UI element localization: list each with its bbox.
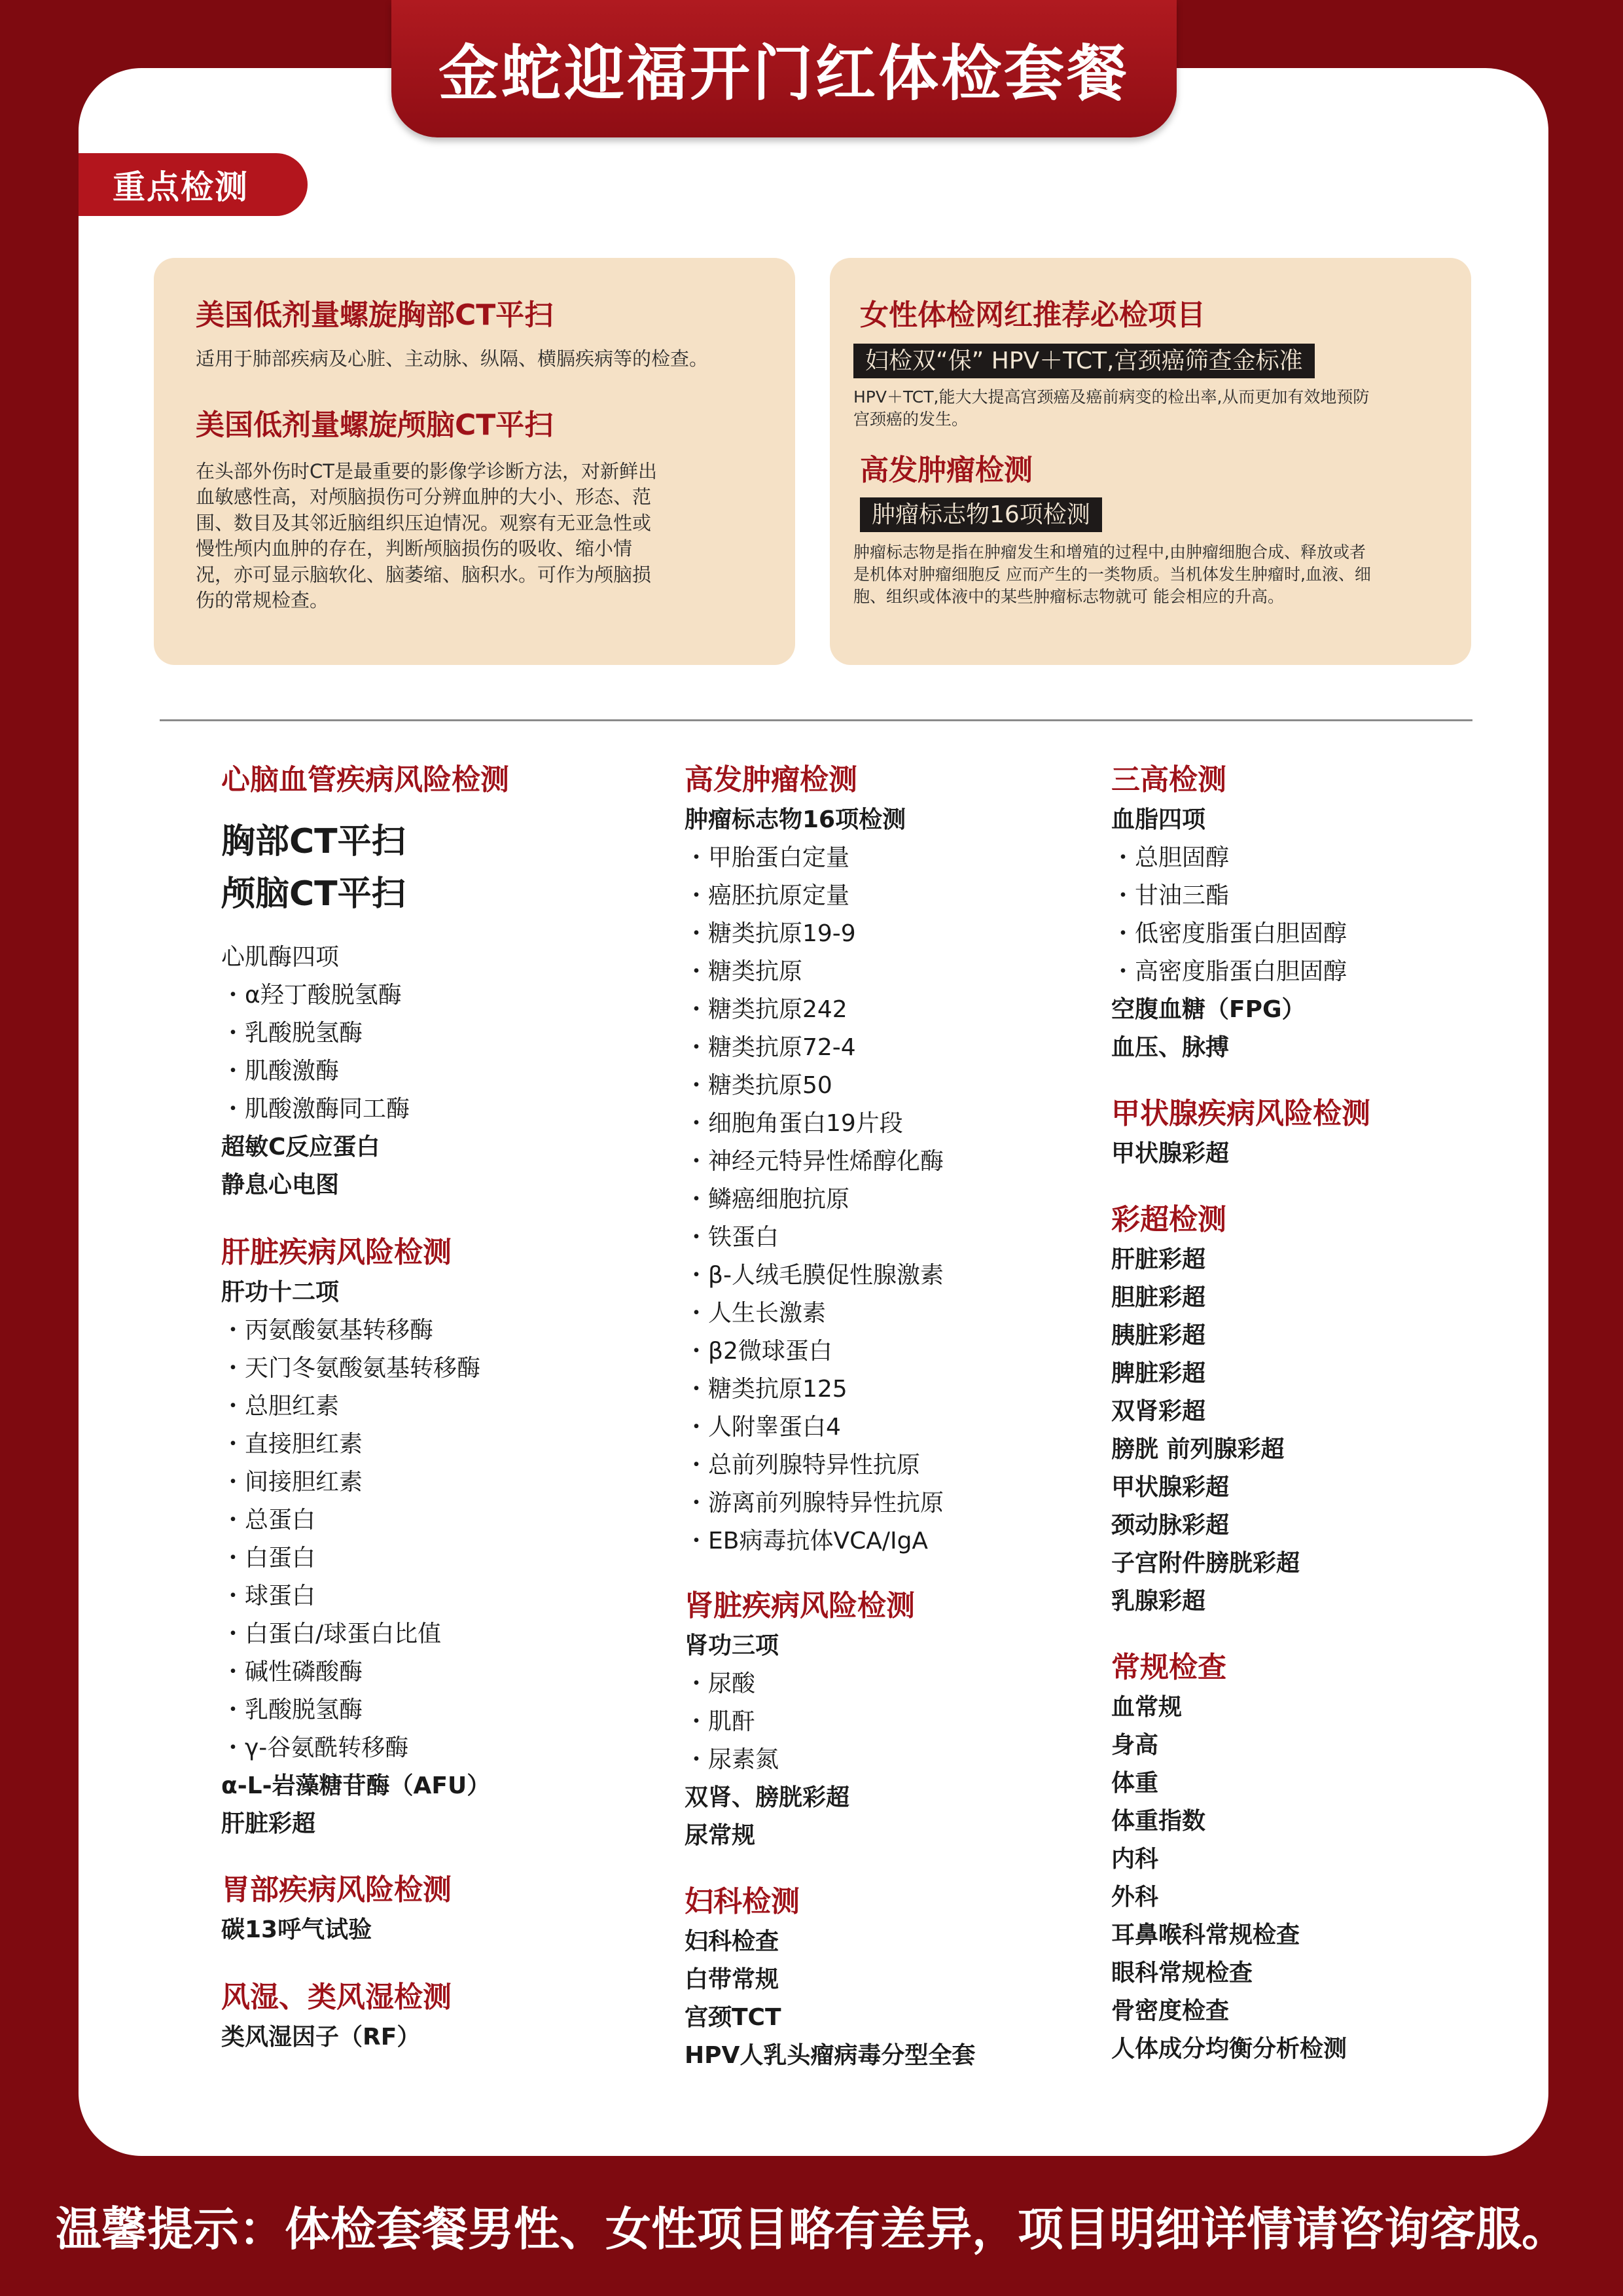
column-left <box>221 759 509 2056</box>
list-item: ・糖类抗原19-9 <box>685 920 856 947</box>
list-item: ・糖类抗原50 <box>685 1072 832 1099</box>
list-item: ・铁蛋白 <box>685 1224 779 1251</box>
list-item: ・鳞癌细胞抗原 <box>685 1186 850 1213</box>
list-item: HPV人乳头瘤病毒分型全套 <box>685 2042 976 2069</box>
list-item: ・碱性磷酸酶 <box>221 1659 363 1685</box>
list-item: ・甲胎蛋白定量 <box>685 844 850 871</box>
list-item: α-L-岩藻糖苷酶（AFU） <box>221 1772 491 1799</box>
list-item: 胰脏彩超 <box>1111 1322 1206 1349</box>
list-item: ・α羟丁酸脱氢酶 <box>221 982 402 1009</box>
list-item: 血压、脉搏 <box>1111 1034 1230 1061</box>
list-item: 超敏C反应蛋白 <box>221 1134 380 1160</box>
women-title: 女性体检网红推荐必检项目 <box>860 298 1205 332</box>
section-title-liver: 肝脏疾病风险检测 <box>221 1236 452 1269</box>
women-chip: 妇检双“保” HPV＋TCT,宫颈癌筛查金标准 <box>853 344 1315 378</box>
list-item: ・高密度脂蛋白胆固醇 <box>1111 958 1347 985</box>
list-item: 肝脏彩超 <box>221 1810 316 1837</box>
tumor-desc-line: 胞、组织或体液中的某些肿瘤标志物就可 能会相应的升高。 <box>853 586 1284 606</box>
list-item: ・总胆固醇 <box>1111 844 1230 871</box>
list-item: ・肌酸激酶 <box>221 1058 340 1085</box>
list-item: ・间接胆红素 <box>221 1469 363 1496</box>
list-item: 空腹血糖（FPG） <box>1111 996 1306 1023</box>
list-item: 双肾彩超 <box>1111 1398 1206 1425</box>
ct-item: 胸部CT平扫 <box>221 822 406 861</box>
women-desc-line: HPV＋TCT,能大大提高宫颈癌及癌前病变的检出率,从而更加有效地预防 <box>853 387 1370 406</box>
ct-chest-desc: 适用于肺部疾病及心脏、主动脉、纵隔、横膈疾病等的检查。 <box>196 347 709 370</box>
list-item: 甲状腺彩超 <box>1111 1140 1230 1167</box>
list-item: ・白蛋白 <box>221 1545 316 1571</box>
list-item: 子宫附件膀胱彩超 <box>1111 1550 1300 1577</box>
list-item: 脾脏彩超 <box>1111 1360 1206 1387</box>
list-item: ・肌酸激酶同工酶 <box>221 1096 410 1122</box>
list-item: 人体成分均衡分析检测 <box>1111 2036 1347 2062</box>
list-item: 内科 <box>1111 1846 1159 1873</box>
list-item: ・人附睾蛋白4 <box>685 1414 841 1441</box>
section-title-kidney: 肾脏疾病风险检测 <box>685 1589 915 1623</box>
list-item: 双肾、膀胱彩超 <box>685 1784 850 1811</box>
list-item: 耳鼻喉科常规检查 <box>1111 1922 1300 1948</box>
list-item: 静息心电图 <box>221 1172 340 1198</box>
recommend-box <box>830 258 1471 665</box>
list-item: ・EB病毒抗体VCA/IgA <box>685 1528 929 1554</box>
section-title-three-high: 三高检测 <box>1111 763 1226 797</box>
ct-brain-desc-line: 慢性颅内血肿的存在，判断颅脑损伤的吸收、缩小情 <box>196 537 633 560</box>
list-item: 身高 <box>1111 1732 1159 1759</box>
list-item: 外科 <box>1111 1884 1159 1910</box>
list-item: ・乳酸脱氢酶 <box>221 1020 363 1047</box>
list-item: 甲状腺彩超 <box>1111 1474 1230 1501</box>
list-item: 颈动脉彩超 <box>1111 1512 1230 1539</box>
list-item: ・糖类抗原 <box>685 958 803 985</box>
list-item: 碳13呼气试验 <box>221 1916 372 1943</box>
list-item: ・尿酸 <box>685 1670 756 1697</box>
list-item: ・β-人绒毛膜促性腺激素 <box>685 1262 944 1289</box>
list-item: ・总蛋白 <box>221 1507 316 1534</box>
list-item: ・γ-谷氨酰转移酶 <box>221 1734 409 1761</box>
list-item: ・肌酐 <box>685 1708 756 1735</box>
list-item: ・乳酸脱氢酶 <box>221 1696 363 1723</box>
list-item: ・总前列腺特异性抗原 <box>685 1452 921 1479</box>
tumor-chip: 肿瘤标志物16项检测 <box>860 497 1102 532</box>
list-item: ・甘油三酯 <box>1111 882 1230 909</box>
list-head: 肾功三项 <box>685 1632 779 1659</box>
tumor-desc <box>853 541 1445 607</box>
key-section-tab <box>79 153 308 216</box>
list-item: ・人生长激素 <box>685 1300 827 1327</box>
list-item: 眼科常规检查 <box>1111 1960 1253 1986</box>
list-item: 妇科检查 <box>685 1928 779 1955</box>
list-head: 肿瘤标志物16项检测 <box>685 806 906 833</box>
column-middle <box>685 759 975 2075</box>
women-desc-line: 宫颈癌的发生。 <box>853 409 969 429</box>
tumor-chip-row <box>860 497 1445 532</box>
list-item: 体重 <box>1111 1770 1159 1797</box>
list-item: 肝脏彩超 <box>1111 1246 1206 1273</box>
list-item: ・神经元特异性烯醇化酶 <box>685 1148 944 1175</box>
list-item: ・癌胚抗原定量 <box>685 882 850 909</box>
list-item: ・糖类抗原242 <box>685 996 847 1023</box>
women-desc <box>853 386 1445 431</box>
list-item: 宫颈TCT <box>685 2004 781 2031</box>
list-item: ・天门冬氨酸氨基转移酶 <box>221 1355 481 1382</box>
list-item: 乳腺彩超 <box>1111 1588 1206 1615</box>
ct-brain-title: 美国低剂量螺旋颅脑CT平扫 <box>196 408 554 442</box>
ct-brain-desc-line: 况，亦可显示脑软化、脑萎缩、脑积水。可作为颅脑损 <box>196 563 652 586</box>
list-item: 白带常规 <box>685 1966 779 1993</box>
list-item: 体重指数 <box>1111 1808 1206 1835</box>
ct-brain-desc-line: 伤的常规检查。 <box>196 589 329 612</box>
list-item: ・糖类抗原72-4 <box>685 1034 856 1061</box>
section-title-rheum: 风湿、类风湿检测 <box>221 1981 452 2014</box>
section-title-routine: 常规检查 <box>1111 1651 1226 1684</box>
list-item: ・总胆红素 <box>221 1393 340 1420</box>
section-divider <box>160 719 1472 721</box>
list-item: 胆脏彩超 <box>1111 1284 1206 1311</box>
ct-chest-title: 美国低剂量螺旋胸部CT平扫 <box>196 298 554 332</box>
ct-brain-desc-line: 围、数目及其邻近脑组织压迫情况。观察有无亚急性或 <box>196 511 652 534</box>
list-head: 血脂四项 <box>1111 806 1206 833</box>
list-head: 心肌酶四项 <box>221 944 340 971</box>
section-title-stomach: 胃部疾病风险检测 <box>221 1873 452 1907</box>
section-title-gyn: 妇科检测 <box>685 1885 800 1918</box>
ct-brain-desc <box>196 459 756 614</box>
list-item: 骨密度检查 <box>1111 1998 1230 2024</box>
section-title-cardio: 心脑血管疾病风险检测 <box>221 763 509 797</box>
list-item: ・β2微球蛋白 <box>685 1338 832 1365</box>
tumor-title: 高发肿瘤检测 <box>860 454 1033 488</box>
list-item: ・糖类抗原125 <box>685 1376 847 1403</box>
list-item: ・白蛋白/球蛋白比值 <box>221 1621 442 1647</box>
section-title-tumor: 高发肿瘤检测 <box>685 763 857 797</box>
section-title-thyroid: 甲状腺疾病风险检测 <box>1111 1097 1370 1130</box>
list-item: ・细胞角蛋白19片段 <box>685 1110 903 1137</box>
page-title: 金蛇迎福开门红体检套餐 <box>438 39 1130 109</box>
key-section-label: 重点检测 <box>113 168 249 206</box>
list-item: ・球蛋白 <box>221 1583 316 1609</box>
list-item: 尿常规 <box>685 1822 756 1849</box>
tumor-desc-line: 肿瘤标志物是指在肿瘤发生和增殖的过程中,由肿瘤细胞合成、释放或者 <box>853 543 1366 562</box>
list-item: ・低密度脂蛋白胆固醇 <box>1111 920 1347 947</box>
ct-feature-box <box>154 258 795 665</box>
list-item: ・尿素氮 <box>685 1746 779 1773</box>
title-banner <box>391 0 1177 137</box>
list-item: ・直接胆红素 <box>221 1431 363 1458</box>
list-item: 膀胱 前列腺彩超 <box>1111 1436 1285 1463</box>
list-item: 类风湿因子（RF） <box>221 2024 421 2051</box>
list-item: ・游离前列腺特异性抗原 <box>685 1490 944 1516</box>
footer-note: 温馨提示：体检套餐男性、女性项目略有差异，项目明细详情请咨询客服。 <box>56 2202 1567 2256</box>
ct-brain-desc-line: 血敏感性高，对颅脑损伤可分辨血肿的大小、形态、范 <box>196 486 652 509</box>
tumor-desc-line: 是机体对肿瘤细胞反 应而产生的一类物质。当机体发生肿瘤时,血液、细 <box>853 564 1371 584</box>
section-title-ultrasound: 彩超检测 <box>1111 1203 1226 1236</box>
list-item: ・丙氨酸氨基转移酶 <box>221 1317 434 1344</box>
list-item: 血常规 <box>1111 1694 1183 1721</box>
column-right <box>1111 759 1370 2068</box>
ct-brain-desc-line: 在头部外伤时CT是最重要的影像学诊断方法，对新鲜出 <box>196 460 657 483</box>
ct-item: 颅脑CT平扫 <box>221 874 406 914</box>
women-chip-row <box>853 344 1445 378</box>
list-head: 肝功十二项 <box>221 1279 340 1306</box>
